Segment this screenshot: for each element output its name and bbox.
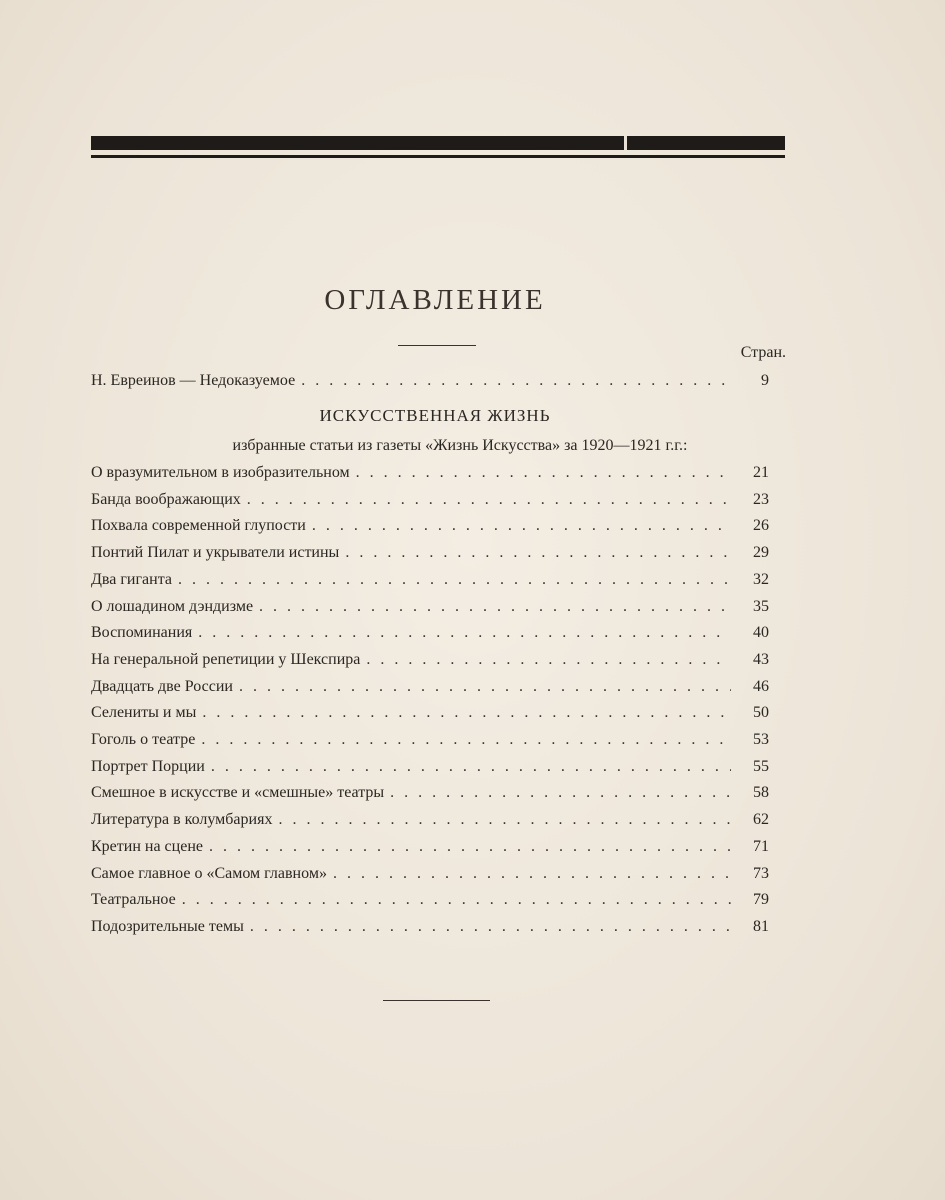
leader-dots <box>247 491 731 509</box>
leader-dots <box>356 464 731 482</box>
toc-entry-title: На генеральной репетиции у Шекспира <box>91 651 361 668</box>
toc-entry <box>91 598 769 620</box>
toc-entry <box>91 544 769 566</box>
leader-dots <box>366 651 731 669</box>
toc-entry-intro <box>91 372 769 394</box>
toc-entry <box>91 891 769 913</box>
toc-entry-title: Двадцать две России <box>91 678 233 695</box>
toc-entry-page: 50 <box>753 704 769 721</box>
header-thin-rule <box>91 155 785 158</box>
leader-dots <box>209 838 731 856</box>
toc-entry-title: Гоголь о театре <box>91 731 196 748</box>
section-subtitle: избранные статьи из газеты «Жизнь Искусства» за 1920—1921 г.г.: <box>232 437 688 454</box>
toc-entry-title: Подозрительные темы <box>91 918 244 935</box>
toc-entry-page: 81 <box>753 918 769 935</box>
toc-entry-title: Банда воображающих <box>91 491 241 508</box>
toc-entry-page: 62 <box>753 811 769 828</box>
toc-entry-page: 43 <box>753 651 769 668</box>
toc-entry-page: 29 <box>753 544 769 561</box>
leader-dots <box>202 704 731 722</box>
toc-entry-title: Понтий Пилат и укрыватели истины <box>91 544 340 561</box>
toc-entry-page: 40 <box>753 624 769 641</box>
leader-dots <box>259 598 731 616</box>
leader-dots <box>333 865 731 883</box>
page-column-label: Стран. <box>740 344 786 361</box>
toc-entry-page: 46 <box>753 678 769 695</box>
toc-entry <box>91 838 769 860</box>
toc-entry <box>91 464 769 486</box>
toc-entry-page: 79 <box>753 891 769 908</box>
leader-dots <box>198 624 731 642</box>
toc-entry-title: Смешное в искусстве и «смешные» театры <box>91 784 385 801</box>
toc-entry-title: Самое главное о «Самом главном» <box>91 865 327 882</box>
leader-dots <box>312 517 731 535</box>
toc-entry-title: О лошадином дэндизме <box>91 598 254 615</box>
toc-entry <box>91 811 769 833</box>
toc-entry-title: Похвала современной глупости <box>91 517 306 534</box>
leader-dots <box>390 784 731 802</box>
toc-entry-title: Портрет Порции <box>91 758 205 775</box>
leader-dots <box>345 544 731 562</box>
header-thick-rule <box>91 136 785 150</box>
toc-entry-title: Селениты и мы <box>91 704 197 721</box>
leader-dots <box>250 918 731 936</box>
toc-entry-page: 26 <box>753 517 769 534</box>
toc-entry-page: 23 <box>753 491 769 508</box>
toc-entry-page: 58 <box>753 784 769 801</box>
toc-entry-page: 32 <box>753 571 769 588</box>
toc-entry <box>91 918 769 940</box>
toc-entry <box>91 624 769 646</box>
toc-entry-title: Н. Евреинов — Недоказуемое <box>91 372 296 389</box>
toc-entry-page: 73 <box>753 865 769 882</box>
toc-entry <box>91 651 769 673</box>
leader-dots <box>201 731 731 749</box>
toc-entry <box>91 678 769 700</box>
toc-entry <box>91 758 769 780</box>
leader-dots <box>211 758 731 776</box>
toc-entry <box>91 517 769 539</box>
toc-entry <box>91 571 769 593</box>
leader-dots <box>278 811 731 829</box>
leader-dots <box>239 678 731 696</box>
toc-entry-title: Литература в колумбариях <box>91 811 273 828</box>
toc-entry-title: Кретин на сцене <box>91 838 203 855</box>
toc-entry-page: 53 <box>753 731 769 748</box>
leader-dots <box>178 571 731 589</box>
toc-entry <box>91 704 769 726</box>
page-title: ОГЛАВЛЕНИЕ <box>324 284 546 316</box>
toc-entry <box>91 731 769 753</box>
toc-entry-title: О вразумительном в изобразительном <box>91 464 350 481</box>
toc-entry-page: 35 <box>753 598 769 615</box>
toc-entry <box>91 865 769 887</box>
toc-entry <box>91 491 769 513</box>
toc-entry-title: Театральное <box>91 891 176 908</box>
toc-entry-page: 71 <box>753 838 769 855</box>
toc-entry <box>91 784 769 806</box>
footer-rule <box>383 1000 490 1001</box>
leader-dots <box>301 372 731 390</box>
title-underline <box>398 345 476 346</box>
leader-dots <box>182 891 731 909</box>
section-title: ИСКУССТВЕННАЯ ЖИЗНЬ <box>319 406 551 425</box>
toc-entry-title: Воспоминания <box>91 624 193 641</box>
toc-entry-page: 21 <box>753 464 769 481</box>
toc-entry-page: 9 <box>761 372 769 389</box>
toc-entry-page: 55 <box>753 758 769 775</box>
toc-entry-title: Два гиганта <box>91 571 172 588</box>
